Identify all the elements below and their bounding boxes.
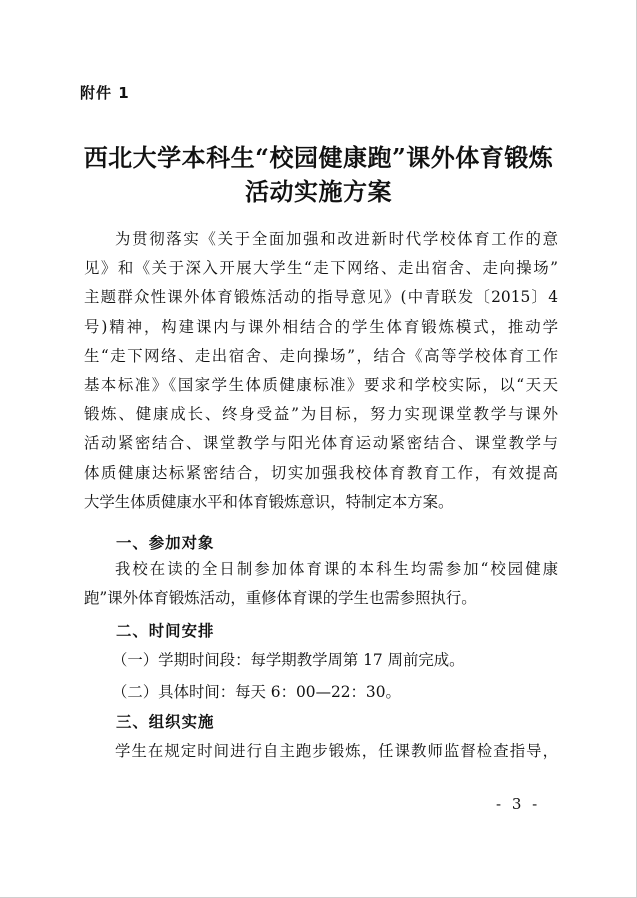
intro-line: 主题群众性课外体育锻炼活动的指导意见》(中青联发〔2015〕4 <box>84 288 558 307</box>
attachment-label: 附件 1 <box>80 84 130 102</box>
participants-line: 跑”课外体育锻炼活动，重修体育课的学生也需参照执行。 <box>84 589 477 608</box>
intro-line: 为贯彻落实《关于全面加强和改进新时代学校体育工作的意 <box>115 230 558 248</box>
intro-line: 锻炼、健康成长、终身受益”为目标，努力实现课堂教学与课外 <box>84 405 558 424</box>
intro-line: 生“走下网络、走出宿舍、走向操场”，结合《高等学校体育工作 <box>84 346 558 365</box>
section-heading-schedule: 二、时间安排 <box>116 622 215 640</box>
document-title-line-2: 活动实施方案 <box>245 177 392 206</box>
section-heading-participants: 一、参加对象 <box>116 534 215 552</box>
intro-line: 活动紧密结合、课堂教学与阳光体育运动紧密结合、课堂教学与 <box>84 434 558 453</box>
organization-paragraph <box>84 737 558 766</box>
intro-line: 体质健康达标紧密结合，切实加强我校体育教育工作，有效提高 <box>84 463 558 482</box>
intro-line: 基本标准》《国家学生体质健康标准》要求和学校实际，以“天天 <box>84 376 558 395</box>
intro-line: 见》和《关于深入开展大学生“走下网络、走出宿舍、走向操场” <box>84 259 558 278</box>
intro-paragraph <box>84 225 558 517</box>
schedule-item-daily: （二）具体时间：每天 6：00—22：30。 <box>112 683 401 701</box>
participants-paragraph <box>84 555 558 613</box>
intro-line: 号)精神，构建课内与课外相结合的学生体育锻炼模式，推动学 <box>84 317 558 336</box>
intro-line: 大学生体质健康水平和体育锻炼意识，特制定本方案。 <box>84 492 454 511</box>
page-number: - 3 - <box>496 795 541 813</box>
document-title-line-1: 西北大学本科生“校园健康跑”课外体育锻炼 <box>83 143 554 172</box>
section-heading-organization: 三、组织实施 <box>116 713 215 731</box>
schedule-item-semester: （一）学期时间段：每学期教学周第 17 周前完成。 <box>112 651 465 669</box>
organization-line: 学生在规定时间进行自主跑步锻炼，任课教师监督检查指导， <box>115 742 558 760</box>
participants-line: 我校在读的全日制参加体育课的本科生均需参加“校园健康 <box>115 560 558 578</box>
